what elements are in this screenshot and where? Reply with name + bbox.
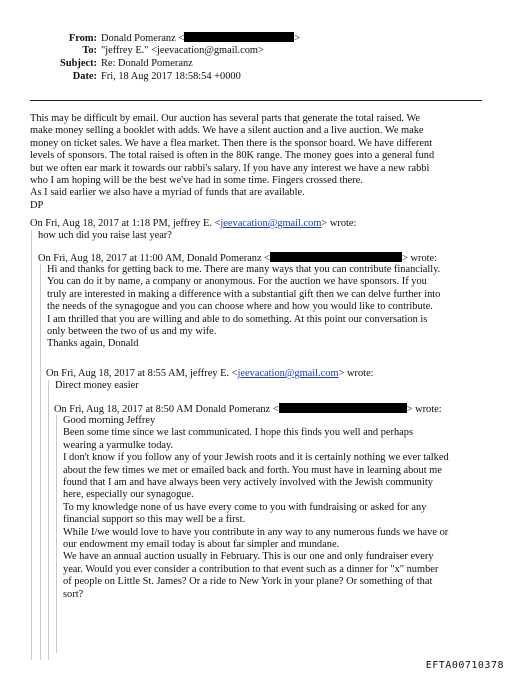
quote2-line: Thanks again, Donald (47, 338, 139, 350)
from-name: Donald Pomeranz < (101, 33, 185, 44)
quote4-line: here, especially our synagogue. (63, 489, 194, 501)
body-line: This may be difficult by email. Our auction has several parts that generate the total raised. We (30, 113, 421, 124)
to-label: To: (82, 45, 97, 56)
body-line: levels of sponsors. The total raised is often in the 80K range. The money goes into a general fund (30, 150, 435, 162)
quote1-intro: On Fri, Aug 18, 2017 at 1:18 PM, jeffrey E. < (30, 218, 221, 229)
date-label: Date: (72, 71, 97, 82)
quote1-email-link[interactable]: jeevacation@gmail.com (220, 218, 322, 229)
redaction-box (279, 403, 407, 413)
subject-value: Re: Donald Pomeranz (101, 58, 193, 69)
quote2-line: Hi and thanks for getting back to me. There are many ways that you can contribute financially. (47, 264, 441, 275)
quote4-line: We have an annual auction usually in February. This is our one and only fundraiser every (63, 551, 434, 563)
quote4-line: financial support so this may well be a first. (63, 514, 246, 526)
body-line: who I am hoping will be the best we've had in some time. Fingers crossed there. (30, 175, 363, 187)
redaction-box (184, 32, 294, 42)
quote4-line: our endowment my email today is about far simpler and mundane. (63, 539, 340, 551)
quote3-outro: > wrote: (338, 368, 374, 379)
quote3-email-link[interactable]: jeevacation@gmail.com (237, 368, 339, 379)
quote4-line: To my knowledge none of us have every come to you with fundraising or asked for any (63, 501, 427, 513)
header-divider (30, 100, 482, 101)
body-line: make money selling a booklet with adds. We have a silent auction and a live auction. We make (30, 125, 424, 137)
body-line: DP (30, 199, 44, 211)
quote2-line: only between the two of us and my wife. (47, 326, 217, 338)
quote4-intro: On Fri, Aug 18, 2017 at 8:50 AM Donald Pomeranz < (54, 404, 279, 415)
body-line: money on ticket sales. We have a flea market. Then there is the sponsor board. We have different (30, 137, 433, 149)
quote1-text: how uch did you raise last year? (38, 230, 172, 241)
quote4-line: wearing a yarmulke today. (63, 439, 174, 451)
quote4-line: Been some time since we last communicated. I hope this finds you well and perhaps (63, 427, 414, 439)
quote4-line: I don't know if you follow any of your Jewish roots and it is certainly nothing we ever talked (63, 452, 449, 464)
from-label: From: (68, 33, 97, 44)
body-line: As I said earlier we also have a myriad of funds that are available. (30, 187, 305, 199)
date-row (30, 71, 300, 84)
subject-row (30, 58, 300, 71)
redaction-box (270, 252, 402, 262)
quote2-line: the needs of the synagogue and you can choose where and how you would like to contribute. (47, 301, 433, 313)
quote4-outro: > wrote: (406, 404, 442, 415)
quote4-line: year. Would you ever consider a contribution to that event such as a dinner for "x" number (63, 563, 439, 575)
quote4-line: found that I am and have always been very actively involved with the Jewish community (63, 477, 433, 489)
body-line: but we often ear mark it towards our rabbi's salary. If you have any interest we have a new rabbi (30, 162, 430, 174)
quote3-intro: On Fri, Aug 18, 2017 at 8:55 AM, jeffrey E. < (46, 368, 238, 379)
quote4-line: While I/we would love to have you contribute in any way to any numerous funds we have or (63, 526, 449, 538)
email-body (30, 113, 434, 212)
to-value: "jeffrey E." <jeevacation@gmail.com> (101, 45, 264, 56)
from-end: > (294, 33, 301, 44)
to-row (30, 45, 300, 58)
quote1-attribution (30, 218, 356, 230)
quote2-outro: > wrote: (402, 253, 438, 264)
quote3-text: Direct money easier (55, 380, 139, 391)
quote4-line: sort? (63, 588, 84, 600)
from-row (30, 32, 300, 45)
quote3-attribution (46, 368, 374, 380)
date-value: Fri, 18 Aug 2017 18:58:54 +0000 (101, 71, 241, 82)
quote2-line: You can do it by name, a company or anonymous. For the auction we have sponsors. If you (47, 276, 427, 288)
email-header (30, 32, 300, 84)
quote4-line: of people on Little St. James? Or a ride to New York in your plane? Or something of that (63, 576, 433, 588)
quote4-line: about the few times we met or emailed back and forth. You must have in learning about me (63, 464, 442, 476)
quote4-line: Good morning Jeffrey (63, 415, 156, 426)
quote1-outro: > wrote: (321, 218, 357, 229)
quote2-line: truly are interested in making a difference with a substantial gift then we can delve further into (47, 288, 441, 300)
quote2-line: I am thrilled that you are willing and able to do something. At this point our conversation is (47, 313, 428, 325)
document-id: EFTA00710378 (425, 660, 504, 671)
quote-block-4 (56, 415, 449, 653)
subject-label: Subject: (60, 58, 97, 69)
quote2-intro: On Fri, Aug 18, 2017 at 11:00 AM, Donald Pomeranz < (38, 253, 271, 264)
